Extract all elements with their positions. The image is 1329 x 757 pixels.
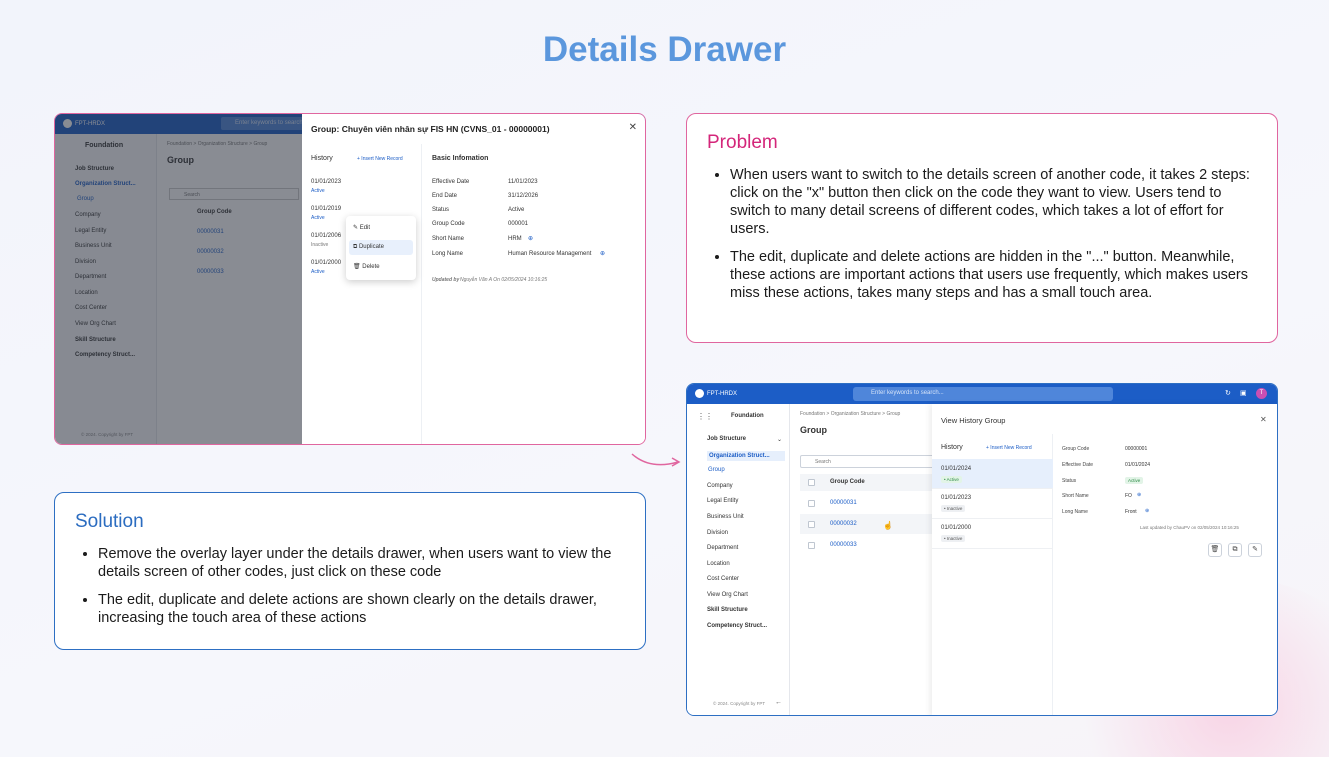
history-panel: [302, 144, 422, 445]
history-record[interactable]: [932, 519, 1053, 549]
drawer-overlay[interactable]: [55, 114, 302, 445]
row-checkbox[interactable]: [808, 521, 815, 528]
problem-point: • The edit, duplicate and delete actions are hidden in the "..." button. Meanwhile, these actions are important actions that users use frequently, which makes users miss these actions, takes many steps and has a small touch area.: [730, 248, 1257, 302]
main-content: [790, 404, 932, 716]
solution-heading: Solution: [75, 511, 144, 532]
details-drawer-old: [302, 114, 646, 445]
field-value: FO: [1125, 493, 1132, 499]
apps-grid-icon[interactable]: ⋮⋮: [697, 412, 713, 421]
logo-icon: [695, 389, 704, 398]
history-record[interactable]: [932, 489, 1053, 519]
avatar[interactable]: T: [1256, 388, 1267, 399]
history-date: 01/01/2000: [941, 525, 972, 531]
problem-point: • When users want to switch to the details screen of another code, it takes 2 steps: click on the "x" button then click on the code they want to view. Users tend to switch to many detail screens of different codes, which takes a lot of effort for users.: [730, 166, 1257, 238]
solution-point: • The edit, duplicate and delete actions are shown clearly on the details drawer, increasing the touch area of these actions: [98, 591, 625, 627]
globe-icon[interactable]: ⊕: [1137, 492, 1142, 498]
calendar-icon[interactable]: ▣: [1240, 390, 1247, 397]
list-search-input[interactable]: Search: [800, 455, 940, 468]
menu-label: Delete: [362, 264, 380, 270]
problem-heading: Problem: [707, 132, 778, 153]
sidebar-item-skill-structure[interactable]: Skill Structure: [707, 607, 748, 613]
details-drawer-new: [932, 404, 1278, 716]
top-bar: [687, 384, 1278, 404]
field-label: Long Name: [1062, 509, 1088, 515]
edit-icon[interactable]: ✎: [1248, 543, 1262, 557]
field-label: Group Code: [432, 221, 465, 227]
field-value: Front: [1125, 509, 1137, 515]
field-value: HRM: [508, 236, 522, 242]
field-value: Active: [508, 207, 525, 213]
duplicate-icon[interactable]: ⧉: [1228, 543, 1242, 557]
drawer-title: Group: Chuyên viên nhân sự FIS HN (CVNS_01 - 00000001): [311, 124, 550, 134]
table-row-code[interactable]: 00000032: [830, 521, 857, 527]
cursor-icon: ☝: [883, 521, 893, 530]
solution-point: • Remove the overlay layer under the details drawer, when users want to view the details screen of other codes, just click on these code: [98, 545, 625, 581]
basic-info-title: Basic Infomation: [432, 155, 489, 162]
menu-label: Edit: [359, 225, 371, 231]
solution-card: [54, 492, 646, 650]
updated-label: Updated by: [432, 277, 460, 283]
collapse-icon[interactable]: ←: [775, 699, 782, 706]
history-panel: [932, 434, 1053, 716]
basic-info-panel: [422, 144, 646, 445]
sidebar-item-department[interactable]: Department: [707, 545, 739, 551]
sidebar-item-org-structure[interactable]: Organization Struct...: [707, 451, 785, 461]
field-label: Effective Date: [1062, 462, 1094, 468]
history-status: Active: [311, 188, 325, 194]
solution-list: [75, 545, 625, 627]
breadcrumb: Foundation > Organization Structure > Group: [800, 411, 901, 417]
copyright: © 2024. Copyright by FPT: [713, 701, 766, 706]
chevron-down-icon: ⌄: [777, 437, 783, 443]
sidebar-item-job-structure[interactable]: Job Structure: [707, 436, 747, 442]
history-date[interactable]: 01/01/2023: [311, 179, 342, 185]
duplicate-icon: ⧉: [353, 244, 359, 250]
row-checkbox[interactable]: [808, 500, 815, 507]
sidebar-item-cost-center[interactable]: Cost Center: [707, 576, 740, 582]
sidebar-item-view-org-chart[interactable]: View Org Chart: [707, 592, 748, 598]
insert-new-record-button[interactable]: + Insert New Record: [357, 156, 403, 162]
menu-item-edit[interactable]: [349, 220, 413, 235]
close-icon[interactable]: ✕: [1260, 415, 1267, 424]
search-input[interactable]: Enter keywords to search...: [853, 387, 1113, 401]
field-value: 000001: [508, 221, 529, 227]
drawer-title: View History Group: [941, 416, 1006, 425]
status-badge: • Active: [941, 476, 962, 483]
sidebar-item-division[interactable]: Division: [707, 530, 729, 536]
main-title: Group: [800, 425, 827, 435]
close-icon[interactable]: ✕: [628, 122, 637, 133]
field-label: Short Name: [432, 236, 465, 242]
field-value: 11/01/2023: [508, 179, 538, 185]
field-value: 31/12/2026: [508, 193, 539, 199]
row-checkbox[interactable]: [808, 542, 815, 549]
trash-icon: 🗑: [353, 264, 363, 270]
old-design-screenshot: [54, 113, 646, 445]
problem-list: [707, 166, 1257, 302]
field-label: Status: [1062, 478, 1077, 484]
last-updated: Last updated by ChauPV on 02/05/2024 10:16:25: [1140, 525, 1239, 530]
menu-item-duplicate[interactable]: [349, 240, 413, 255]
menu-item-delete[interactable]: [349, 259, 413, 274]
actions-menu: [346, 216, 416, 280]
globe-icon[interactable]: ⊕: [600, 251, 606, 257]
menu-label: Duplicate: [358, 244, 384, 250]
field-label: Long Name: [432, 251, 464, 257]
history-status: Active: [311, 215, 325, 221]
globe-icon[interactable]: ⊕: [528, 236, 534, 242]
module-name: Foundation: [731, 413, 764, 419]
page-title: Details Drawer: [542, 30, 787, 69]
history-label: History: [941, 444, 963, 451]
status-badge: Active: [1125, 477, 1143, 484]
field-value: 01/01/2024: [1125, 462, 1151, 468]
sidebar-item-location[interactable]: Location: [707, 561, 730, 567]
sidebar-item-company[interactable]: Company: [707, 483, 733, 489]
field-label: Status: [432, 207, 450, 213]
history-date[interactable]: 01/01/2019: [311, 206, 342, 212]
history-date: 01/01/2023: [941, 495, 972, 501]
trash-icon[interactable]: 🗑: [1208, 543, 1222, 557]
transition-arrow-icon: [628, 448, 684, 472]
brand-name: FPT-HRDX: [707, 390, 737, 397]
history-status: Inactive: [311, 242, 329, 248]
history-date[interactable]: 01/01/2006: [311, 233, 342, 239]
history-date: 01/01/2024: [941, 466, 972, 472]
new-design-screenshot: [686, 383, 1278, 716]
sidebar-item-legal-entity[interactable]: Legal Entity: [707, 498, 739, 504]
field-label: Effective Date: [432, 179, 470, 185]
field-value: Human Resource Management: [508, 251, 592, 257]
problem-card: [686, 113, 1278, 343]
history-status: Active: [311, 269, 325, 275]
table-row-code[interactable]: 00000031: [830, 500, 857, 506]
select-all-checkbox[interactable]: [808, 479, 815, 486]
field-label: Short Name: [1062, 493, 1089, 499]
field-label: End Date: [432, 193, 458, 199]
insert-new-record-button[interactable]: + Insert New Record: [986, 445, 1032, 451]
refresh-icon[interactable]: ↻: [1225, 390, 1231, 397]
table-row-code[interactable]: 00000033: [830, 542, 857, 548]
column-header-group-code: Group Code: [830, 479, 865, 485]
field-value: 00000001: [1125, 446, 1148, 452]
globe-icon[interactable]: ⊕: [1145, 508, 1150, 514]
sidebar-item-competency[interactable]: Competency Struct...: [707, 623, 768, 629]
status-badge: • Inactive: [941, 505, 965, 512]
history-label: History: [311, 155, 333, 162]
sidebar: [687, 404, 790, 716]
history-date[interactable]: 01/01/2000: [311, 260, 342, 266]
sidebar-item-business-unit[interactable]: Business Unit: [707, 514, 744, 520]
field-label: Group Code: [1062, 446, 1090, 452]
updated-value: Nguyễn Văn A On 02/05/2024 10:16:25: [460, 277, 548, 283]
edit-icon: ✎: [353, 225, 360, 231]
history-record[interactable]: [932, 459, 1053, 489]
status-badge: • Inactive: [941, 535, 965, 542]
brand-logo: [695, 389, 737, 398]
sidebar-item-group[interactable]: Group: [708, 467, 725, 473]
